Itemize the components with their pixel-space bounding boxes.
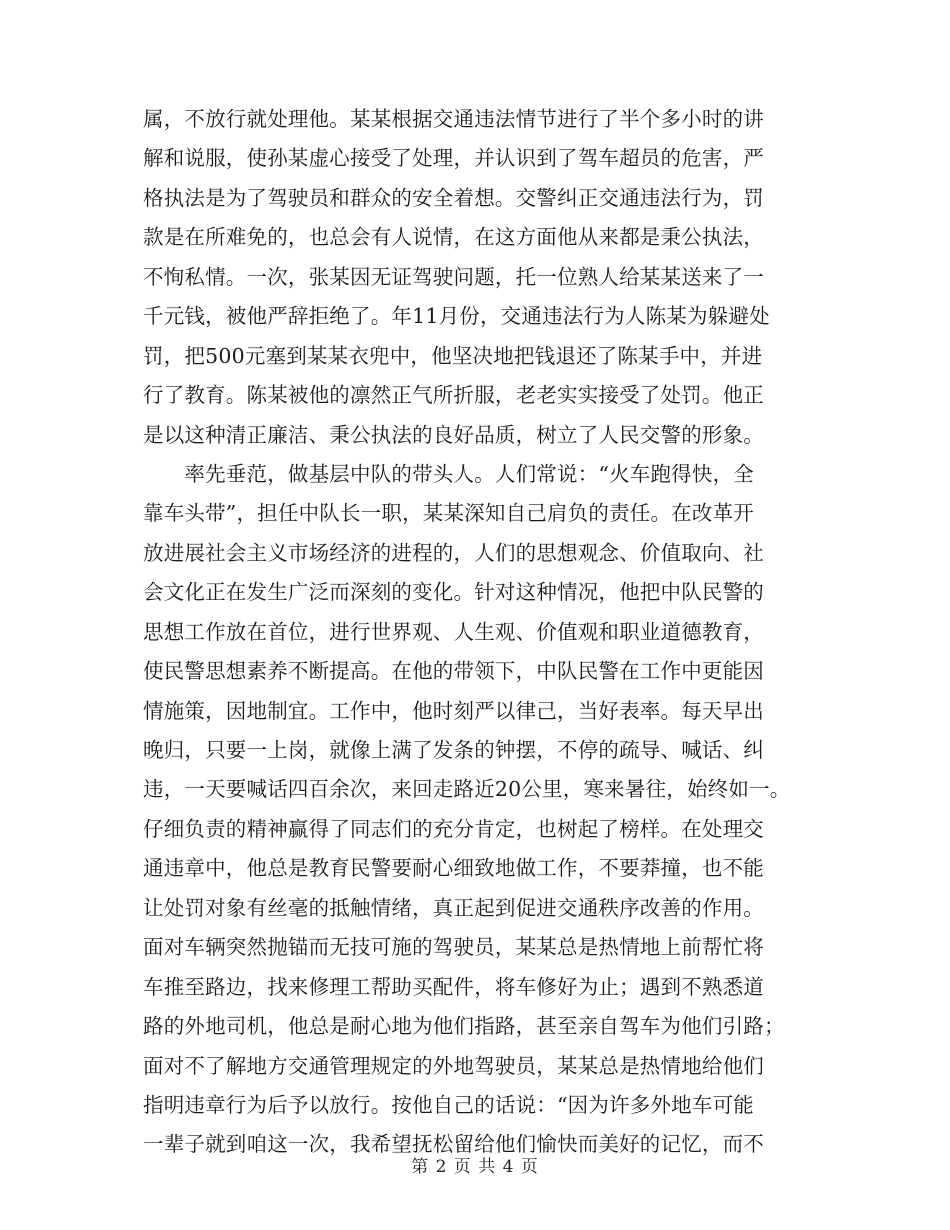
text-line: 一辈子就到咱这一次，我希望抚松留给他们愉快而美好的记忆，而不 [143, 1132, 764, 1157]
text-line: 通违章中，他总是教育民警要耐心细致地做工作，不要莽撞，也不能 [143, 856, 764, 881]
text-line: 格执法是为了驾驶员和群众的安全着想。交警纠正交通违法行为，罚 [143, 185, 764, 210]
text-line: 放进展社会主义市场经济的进程的，人们的思想观念、价值取向、社 [143, 540, 764, 565]
text-line: 思想工作放在首位，进行世界观、人生观、价值观和职业道德教育， [143, 619, 764, 644]
text-line: 路的外地司机，他总是耐心地为他们指路，甚至亲自驾车为他们引路； [143, 1014, 785, 1039]
text-line: 使民警思想素养不断提高。在他的带领下，中队民警在工作中更能因 [143, 659, 764, 684]
text-line: 不恂私情。一次，张某因无证驾驶问题，托一位熟人给某某送来了一 [143, 264, 764, 289]
text-line: 车推至路边，找来修理工帮助买配件，将车修好为止；遇到不熟悉道 [143, 974, 764, 999]
text-line: 靠车头带”，担任中队长一职，某某深知自己肩负的责任。在改革开 [143, 501, 754, 526]
text-line: 会文化正在发生广泛而深刻的变化。针对这种情况，他把中队民警的 [143, 580, 764, 605]
text-line: 指明违章行为后予以放行。按他自己的话说：“因为许多外地车可能 [143, 1092, 754, 1117]
text-line: 款是在所难免的，也总会有人说情，在这方面他从来都是秉公执法， [143, 225, 764, 250]
text-line: 罚，把500元塞到某某衣兜中，他坚决地把钱退还了陈某手中，并进 [143, 343, 763, 368]
text-line: 面对不了解地方交通管理规定的外地驾驶员，某某总是热情地给他们 [143, 1053, 764, 1078]
paragraph-start-line: 率先垂范，做基层中队的带头人。人们常说：“火车跑得快，全 [143, 461, 754, 486]
text-line: 让处罚对象有丝毫的抵触情绪，真正起到促进交通秩序改善的作用。 [143, 895, 764, 920]
text-line: 行了教育。陈某被他的凛然正气所折服，老老实实接受了处罚。他正 [143, 383, 764, 408]
text-line: 是以这种清正廉洁、秉公执法的良好品质，树立了人民交警的形象。 [143, 422, 764, 447]
text-line: 面对车辆突然抛锚而无技可施的驾驶员，某某总是热情地上前帮忙将 [143, 935, 764, 960]
text-line: 千元钱，被他严辞拒绝了。年11月份，交通违法行为人陈某为躲避处 [143, 304, 770, 329]
text-line: 情施策，因地制宜。工作中，他时刻严以律己，当好表率。每天早出 [143, 698, 764, 723]
body-text [143, 100, 863, 1165]
text-line: 违，一天要喊话四百余次，来回走路近20公里，寒来暑往，始终如一。 [143, 777, 791, 802]
text-line: 仔细负责的精神赢得了同志们的充分肯定，也树起了榜样。在处理交 [143, 816, 764, 841]
text-line: 解和说服，使孙某虚心接受了处理，并认识到了驾车超员的危害，严 [143, 146, 764, 171]
text-line: 属，不放行就处理他。某某根据交通违法情节进行了半个多小时的讲 [143, 107, 764, 131]
text-line: 晚归，只要一上岗，就像上满了发条的钟摆，不停的疏导、喊话、纠 [143, 738, 764, 762]
page-footer: 第 2 页 共 4 页 [411, 1157, 539, 1177]
